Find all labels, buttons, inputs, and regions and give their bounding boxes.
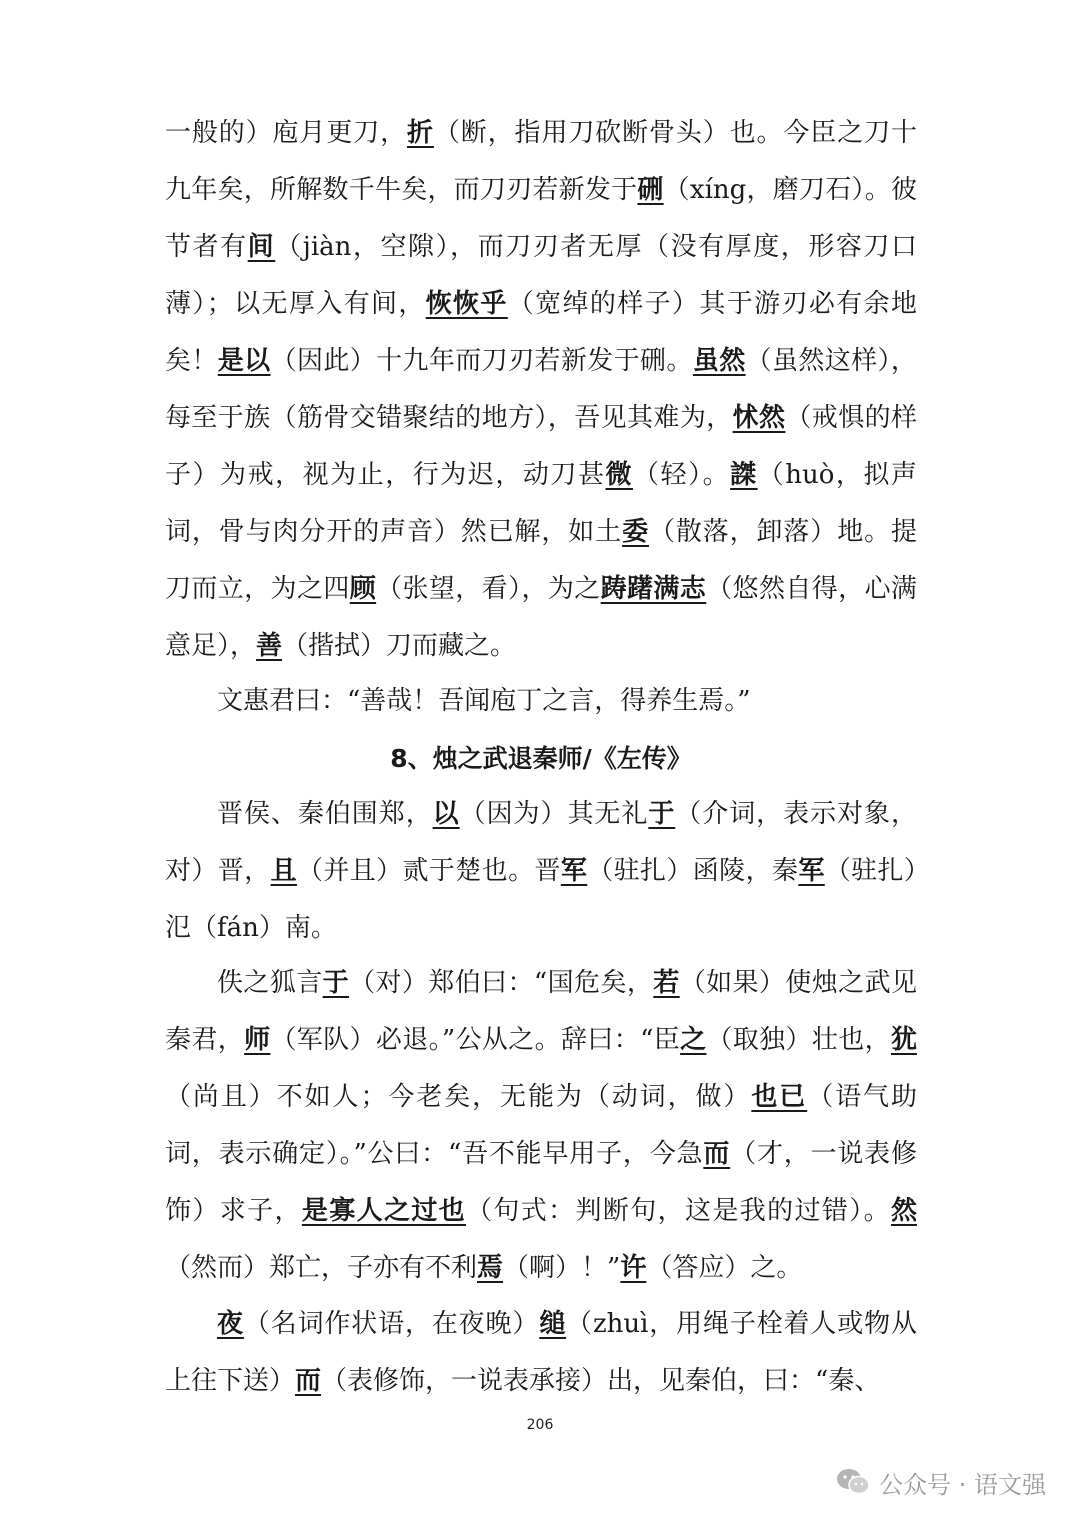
text-run: （名词作状语，在夜晚）	[243, 1309, 540, 1339]
text-run: （如果）使烛之武见秦君，	[165, 968, 917, 1055]
text-run: （才，一说表修饰）求子，	[165, 1139, 917, 1226]
keyword: 缒	[539, 1309, 567, 1339]
keyword: 是寡人之过也	[301, 1196, 467, 1226]
keyword: 夜	[217, 1309, 244, 1339]
text-run: （huò，拟声词，骨与肉分开的声音）然已解，如土	[165, 460, 917, 547]
text-run: （xíng，磨刀石）。彼节者有	[165, 175, 917, 262]
keyword: 然	[890, 1196, 917, 1226]
keyword: 善	[256, 631, 283, 661]
paragraph-ye-zhui	[165, 1296, 917, 1410]
text-run: （句式：判断句，这是我的过错）。	[466, 1196, 891, 1226]
paragraph-wenhuijun	[165, 673, 917, 730]
text-run: （军队）必退。”公从之。辞曰：“臣	[270, 1025, 681, 1055]
keyword: 之	[680, 1025, 707, 1055]
keyword: 以	[432, 799, 460, 829]
keyword: 也已	[751, 1082, 808, 1112]
keyword: 是以	[217, 346, 271, 376]
text-run: （驻扎）函陵，秦	[587, 856, 799, 886]
keyword: 于	[648, 799, 676, 829]
watermark-text: 公众号 · 语文强	[879, 1470, 1046, 1499]
text-run: （介词，表示对象，对）晋，	[165, 799, 917, 886]
text-run: （尚且）不如人；今老矣，无能为（动词，做）	[165, 1082, 752, 1112]
text-run: （jiàn，空隙），而刀刃者无厚（没有厚度，形容刀口薄）；以无厚入有间，	[165, 232, 917, 319]
text-run: （并且）贰于楚也。晋	[296, 856, 561, 886]
keyword: 而	[295, 1366, 322, 1396]
keyword: 犹	[890, 1025, 917, 1055]
keyword: 微	[605, 460, 634, 490]
keyword: 折	[407, 118, 434, 148]
text-run: （取独）壮也，	[706, 1025, 891, 1055]
text-run: 晋侯、秦伯围郑，	[217, 799, 433, 829]
paragraph-jinhou-qinbo	[165, 786, 917, 957]
section-title: 8、烛之武退秦师/《左传》	[390, 744, 692, 773]
keyword: 踌躇满志	[600, 574, 707, 604]
page-number: 206	[526, 1417, 554, 1433]
keyword: 謋	[730, 460, 758, 490]
text-run: （驻扎）氾（fán）南。	[165, 856, 917, 943]
keyword: 师	[244, 1025, 271, 1055]
text-run: （对）郑伯曰：“国危矣，	[349, 968, 654, 998]
text-run: （然而）郑亡，子亦有不利	[165, 1253, 478, 1283]
text-run: （答应）之。	[646, 1253, 803, 1283]
paragraph-yizhihu	[165, 955, 917, 1297]
text-run: 文惠君曰：“善哉！吾闻庖丁之言，得养生焉。”	[217, 686, 751, 716]
paragraph-paoding-continued	[165, 105, 917, 675]
text-run: （戒惧的样子）为戒，视为止，行为迟，动刀甚	[165, 403, 917, 490]
keyword: 且	[270, 856, 297, 886]
keyword: 虽然	[692, 346, 746, 376]
text-run: （揩拭）刀而藏之。	[282, 631, 517, 661]
text-run: （张望，看），为之	[376, 574, 601, 604]
keyword: 许	[620, 1253, 647, 1283]
keyword: 顾	[349, 574, 377, 604]
text-run: （轻）。	[633, 460, 731, 490]
keyword: 于	[322, 968, 350, 998]
text-run: （因为）其无礼	[459, 799, 649, 829]
text-run: （zhuì，用绳子栓着人或物从上往下送）	[165, 1309, 917, 1396]
keyword: 军	[798, 856, 825, 886]
text-run: （散落，卸落）地。提刀而立，为之四	[165, 517, 917, 604]
text-run: （虽然这样），每至于族（筋骨交错聚结的地方），吾见其难为，	[165, 346, 917, 433]
text-run: （因此）十九年而刀刃若新发于硎。	[270, 346, 693, 376]
text-run: 佚之狐言	[217, 968, 323, 998]
keyword: 间	[247, 232, 276, 262]
wechat-icon	[835, 1467, 871, 1497]
keyword: 怵然	[732, 403, 786, 433]
keyword: 焉	[477, 1253, 504, 1283]
keyword: 硎	[637, 175, 664, 205]
keyword: 若	[653, 968, 680, 998]
text-run: （断，指用刀砍断骨头）也。今臣之刀十九年矣，所解数千牛矣，而刀刃若新发于	[165, 118, 917, 205]
text-run: 一般的）庖月更刀，	[165, 118, 407, 148]
watermark	[835, 1462, 1046, 1502]
keyword: 而	[703, 1139, 731, 1169]
text-run: （宽绰的样子）其于游刃必有余地矣！	[165, 289, 917, 376]
text-run: （悠然自得，心满意足），	[165, 574, 917, 661]
keyword: 军	[560, 856, 588, 886]
text-run: （啊）！”	[503, 1253, 621, 1283]
keyword: 恢恢乎	[425, 289, 508, 319]
text-run: （表修饰，一说表承接）出，见秦伯，曰：“秦、	[321, 1366, 881, 1396]
text-run: （语气助词，表示确定）。”公曰：“吾不能早用子，今急	[165, 1082, 917, 1169]
keyword: 委	[622, 517, 649, 547]
